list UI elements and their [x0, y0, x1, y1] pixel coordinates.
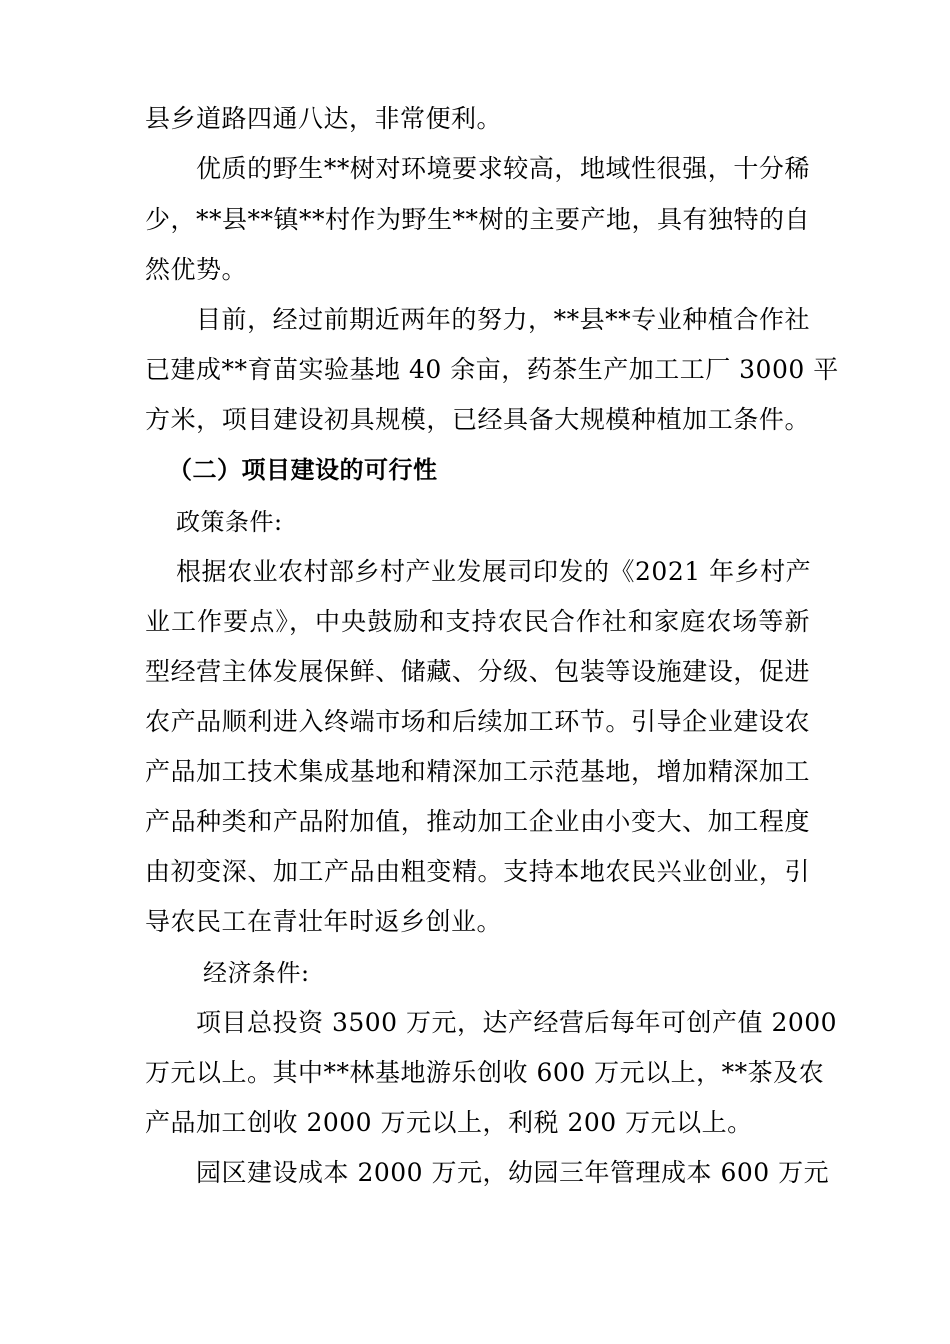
paragraph-line: 导农民工在青壮年时返乡创业。 — [145, 907, 503, 936]
paragraph-line: 产品加工技术集成基地和精深加工示范基地，增加精深加工 — [145, 757, 810, 786]
paragraph-line: 型经营主体发展保鲜、储藏、分级、包装等设施建设，促进 — [145, 657, 810, 686]
paragraph-line: 园区建设成本 2000 万元，幼园三年管理成本 600 万元 — [196, 1158, 830, 1187]
paragraph-line: 由初变深、加工产品由粗变精。支持本地农民兴业创业，引 — [145, 857, 810, 886]
section-label: 政策条件: — [176, 508, 283, 536]
paragraph-line: 业工作要点》，中央鼓励和支持农民合作社和家庭农场等新 — [145, 607, 810, 636]
paragraph-line: 方米，项目建设初具规模，已经具备大规模种植加工条件。 — [145, 405, 810, 434]
paragraph-line: 产品加工创收 2000 万元以上，利税 200 万元以上。 — [145, 1108, 753, 1137]
paragraph-line: 根据农业农村部乡村产业发展司印发的《2021 年乡村产 — [176, 557, 812, 586]
paragraph-line: 优质的野生**树对环境要求较高，地域性很强，十分稀 — [196, 154, 810, 183]
paragraph-line: 农产品顺利进入终端市场和后续加工环节。引导企业建设农 — [145, 707, 810, 736]
paragraph-line: 目前，经过前期近两年的努力，**县**专业种植合作社 — [196, 305, 810, 334]
paragraph-line: 已建成**育苗实验基地 40 余亩，药茶生产加工工厂 3000 平 — [145, 355, 839, 384]
paragraph-line: 万元以上。其中**林基地游乐创收 600 万元以上，**茶及农 — [145, 1058, 825, 1087]
section-label: 经济条件: — [203, 959, 310, 987]
paragraph-line: 产品种类和产品附加值，推动加工企业由小变大、加工程度 — [145, 807, 810, 836]
section-heading: （二）项目建设的可行性 — [168, 456, 438, 484]
paragraph-line: 然优势。 — [145, 255, 248, 284]
paragraph-line: 少，**县**镇**村作为野生**树的主要产地，具有独特的自 — [145, 205, 811, 234]
paragraph-line: 项目总投资 3500 万元，达产经营后每年可创产值 2000 — [196, 1008, 838, 1037]
paragraph-line: 县乡道路四通八达，非常便利。 — [145, 104, 503, 133]
